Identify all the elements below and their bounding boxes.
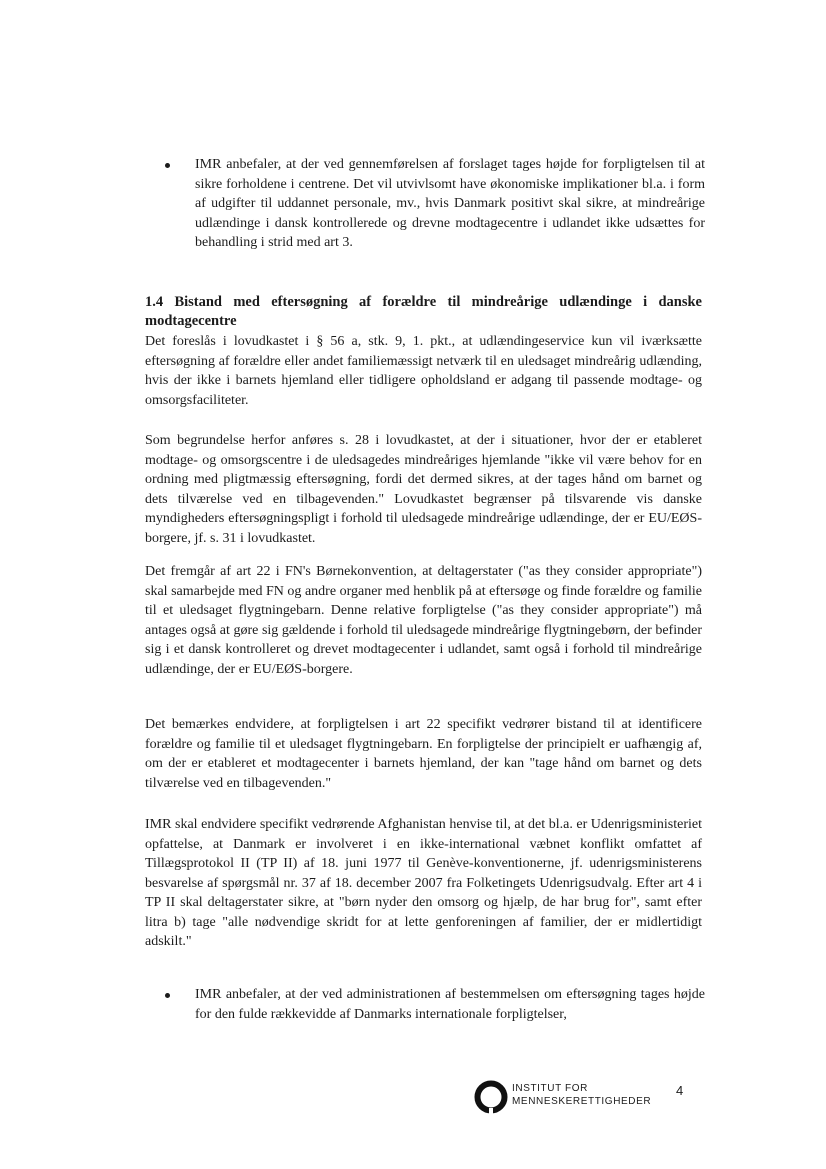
institute-logo-icon — [474, 1080, 508, 1114]
paragraph-1: Det foreslås i lovudkastet i § 56 a, stk. 9, 1. pkt., at udlændingeservice kun vil iværksætte eftersøgning af forældre eller andet familiemæssigt netværk til en uledsaget mindreårig udlænding, hvis der ikke i barnets hjemland eller tidligere opholdsland er adgang til passende modtage- og omsorgsfaciliteter. — [145, 334, 702, 408]
page-number: 4 — [676, 1083, 684, 1098]
bullet-item-recommendation-1 — [165, 155, 705, 253]
bullet-dot-icon — [165, 993, 170, 998]
institution-name-line-1: INSTITUT FOR — [512, 1083, 588, 1094]
paragraph-2: Som begrundelse herfor anføres s. 28 i lovudkastet, at der i situationer, hvor der er etableret modtage- og omsorgscentre i de uledsagedes mindreåriges hjemlande "ikke vil være behov for en ordning med pligtmæssig eftersøgning, fordi det dermed sikres, at der tages hånd om barnet og dets tilværelse ved en tilbagevenden." Lovudkastet begrænser på tilsvarende vis danske myndigheders eftersøgningspligt i forhold til uledsagede mindreårige udlændinge, der er EU/EØS-borgere, jf. s. 31 i lovudkastet. — [145, 433, 702, 546]
section-heading: 1.4 Bistand med eftersøgning af forældre til mindreårige udlændinge i danske modtagecentre — [145, 294, 702, 329]
paragraph-5: IMR skal endvidere specifikt vedrørende Afghanistan henvise til, at det bl.a. er Udenrigsministeriet opfattelse, at Danmark er involveret i en ikke-international væbnet konflikt omfattet af Tillægsprotokol II (TP II) af 18. juni 1977 til Genève-konventionerne, jf. udenrigsministerens besvarelse af spørgsmål nr. 37 af 18. december 2007 fra Folketingets Udenrigsudvalg. Efter art 4 i TP II skal deltagerstater sikre, at "børn nyder den omsorg og hjælp, de har brug for", samt efter litra b) tage "alle nødvendige skridt for at lette genforeningen af familier, der er midlertidigt adskilt." — [145, 817, 702, 949]
bullet-item-recommendation-2 — [165, 985, 705, 1024]
institution-name — [512, 1083, 651, 1108]
institution-name-line-2: MENNESKERETTIGHEDER — [512, 1095, 652, 1107]
paragraph-4: Det bemærkes endvidere, at forpligtelsen i art 22 specifikt vedrører bistand til at identificere forældre og familie til et uledsaget flygtningebarn. En forpligtelse der principielt er uafhængig af, om der er etableret et modtagecenter i barnets hjemland, der kan "tage hånd om barnet og dets tilværelse ved en tilbagevenden." — [145, 717, 702, 791]
bullet-text: IMR anbefaler, at der ved administrationen af bestemmelsen om eftersøgning tages højde for den fulde rækkevidde af Danmarks internationale forpligtelser, — [195, 987, 705, 1022]
paragraph-3: Det fremgår af art 22 i FN's Børnekonvention, at deltagerstater ("as they consider appropriate") skal samarbejde med FN og andre organer med henblik på at eftersøge og finde forældre og familie til et uledsaget flygtningebarn. Denne relative forpligtelse ("as they consider appropriate") må antages også at gøre sig gældende i forhold til uledsagede mindreårige flygtningebørn, der befinder sig i et dansk kontrolleret og drevet modtagecenter i udlandet, samt også i forhold til mindreårige udlændinge, der er EU/EØS-borgere. — [145, 564, 702, 677]
bullet-text: IMR anbefaler, at der ved gennemførelsen af forslaget tages højde for forpligtelsen til at sikre forholdene i centrene. Det vil utvivlsomt have økonomiske implikationer bl.a. i form af udgifter til uddannet personale, mv., hvis Danmark positivt skal sikre, at mindreårige udlændinge i dansk kontrollerede og drevne modtagecentre i udlandet ikke udsættes for behandling i strid med art 3. — [195, 157, 705, 250]
bullet-dot-icon — [165, 163, 170, 168]
